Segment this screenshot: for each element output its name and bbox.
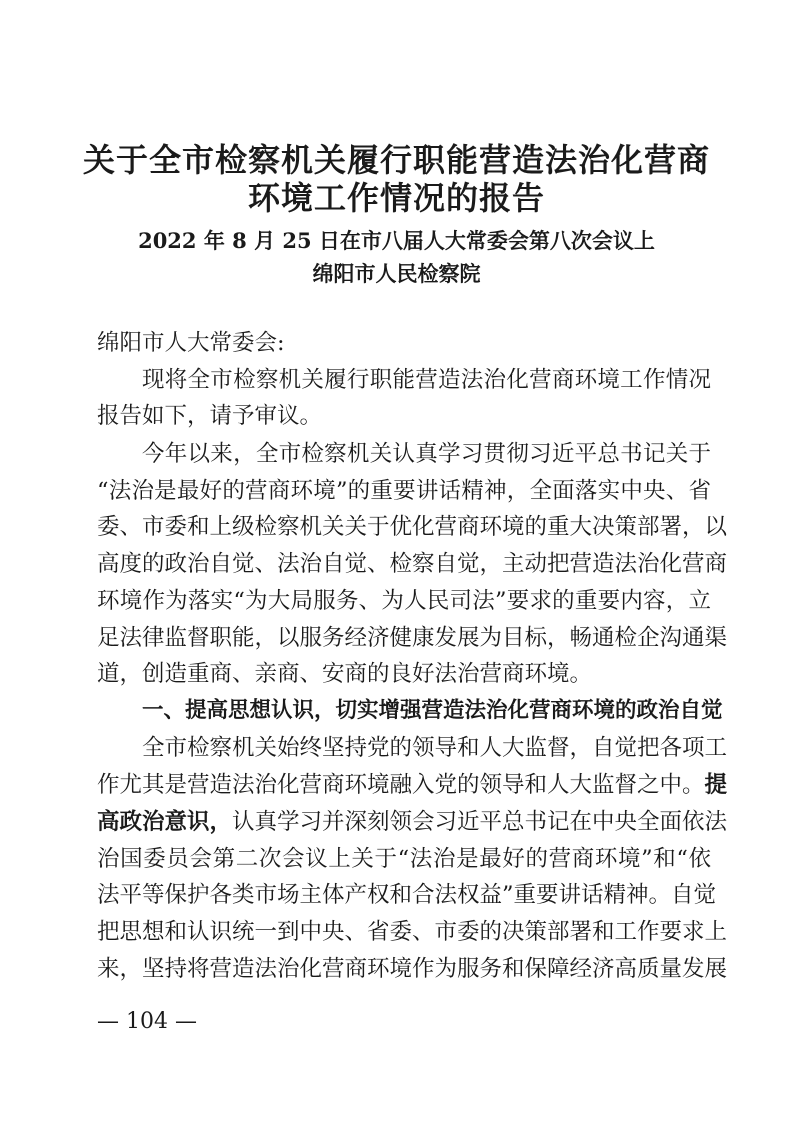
document-title-line-1: 关于全市检察机关履行职能营造法治化营商 bbox=[82, 141, 710, 179]
paragraph-3-line-3-text: 认真学习并深刻领会习近平总书记在中央全面依法 bbox=[232, 809, 728, 835]
paragraph-1-line-2: 报告如下，请予审议。 bbox=[97, 403, 323, 429]
bold-emphasis-end: 高政治意识， bbox=[97, 809, 233, 835]
paragraph-2-line-6: 足法律监督职能，以服务经济健康发展为目标，畅通检企沟通渠 bbox=[97, 625, 728, 651]
salutation: 绵阳市人大常委会: bbox=[97, 330, 285, 356]
paragraph-3-line-3 bbox=[97, 804, 728, 840]
paragraph-3-line-2-text: 作尤其是营造法治化营商环境融入党的领导和人大监督之中。 bbox=[97, 772, 705, 798]
paragraph-2-line-1: 今年以来，全市检察机关认真学习贯彻习近平总书记关于 bbox=[142, 441, 711, 467]
paragraph-2-line-5: 环境作为落实“为大局服务、为人民司法”要求的重要内容，立 bbox=[97, 588, 711, 614]
document-title-line-2: 环境工作情况的报告 bbox=[247, 179, 545, 217]
organization-subtitle: 绵阳市人民检察院 bbox=[312, 261, 481, 286]
paragraph-3-line-4: 治国委员会第二次会议上关于“法治是最好的营商环境”和“依 bbox=[97, 846, 711, 872]
page-number: — 104 — bbox=[97, 1009, 197, 1034]
meeting-subtitle: 2022 年 8 月 25 日在市八届人大常委会第八次会议上 bbox=[138, 228, 655, 253]
section-heading-1: 一、提高思想认识，切实增强营造法治化营商环境的政治自觉 bbox=[142, 698, 723, 723]
paragraph-3-line-5: 法平等保护各类市场主体产权和合法权益”重要讲话精神。自觉 bbox=[97, 882, 717, 908]
bold-emphasis-start: 提 bbox=[704, 772, 728, 798]
paragraph-2-line-3: 委、市委和上级检察机关关于优化营商环境的重大决策部署，以 bbox=[97, 514, 728, 540]
paragraph-3-line-6: 把思想和认识统一到中央、省委、市委的决策部署和工作要求上 bbox=[97, 919, 728, 945]
paragraph-3-line-7: 来，坚持将营造法治化营商环境作为服务和保障经济高质量发展 bbox=[97, 956, 728, 982]
paragraph-2-line-4: 高度的政治自觉、法治自觉、检察自觉，主动把营造法治化营商 bbox=[97, 551, 728, 577]
paragraph-2-line-7: 道，创造重商、亲商、安商的良好法治营商环境。 bbox=[97, 661, 593, 687]
paragraph-3-line-2 bbox=[97, 767, 728, 803]
paragraph-1-line-1: 现将全市检察机关履行职能营造法治化营商环境工作情况 bbox=[142, 367, 711, 393]
paragraph-3-line-1: 全市检察机关始终坚持党的领导和人大监督，自觉把各项工 bbox=[142, 735, 728, 761]
paragraph-2-line-2: “法治是最好的营商环境”的重要讲话精神，全面落实中央、省 bbox=[97, 478, 711, 504]
